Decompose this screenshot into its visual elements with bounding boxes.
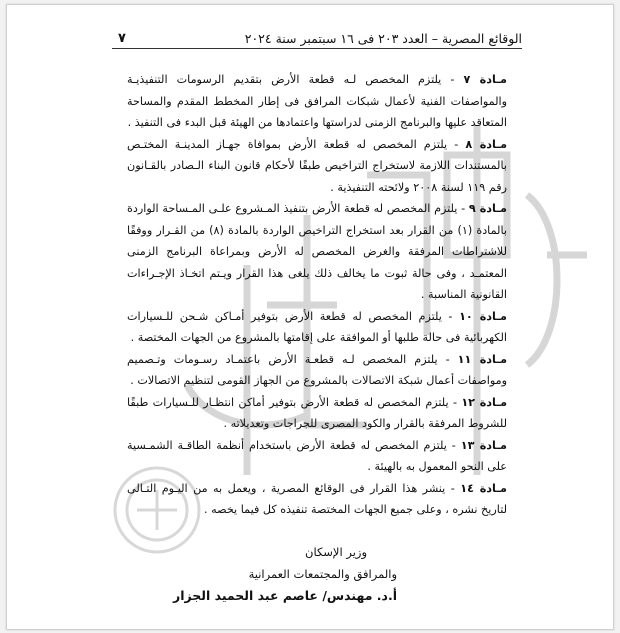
article-13 [127, 435, 507, 478]
signature-name: أ.د. مهندس/ عاصم عبد الحميد الجزار [173, 588, 397, 603]
article-7 [127, 69, 507, 134]
signature-title-line2: والمرافق والمجتمعات العمرانية [248, 567, 397, 581]
article-text: - يلتزم المخصص لـه قطعة الأرض بتقديم الرسومات التنفيذيـة والمواصفات الفنية لأعمال شبكات المرافق فى إطار المخطط المقدم والمساحة المتعاقد عليها والبرنامج الزمنى لدراستها واعتمادها من الهيئة قبل البدء فى التنفيذ . [127, 73, 507, 129]
articles-body [127, 69, 507, 521]
article-11 [127, 349, 507, 392]
article-10 [127, 306, 507, 349]
article-label: مـادة ١٤ [460, 481, 507, 495]
page-header [112, 31, 522, 49]
page-number: ٧ [118, 31, 126, 46]
article-text: - يلتزم المخصص له قطعة الأرض بتوفير أمـاكن شـحن للـسيارات الكهربائية فى حالة طلبها أو الموافقة على إقامتها بالمشروع من الجهات المختصة . [127, 309, 507, 344]
signature-block [127, 541, 397, 607]
article-text: - يلتزم المخصص له قطعة الأرض باستخدام أنظمة الطاقـة الشمـسية على النحو المعمول به بالهيئة . [127, 438, 507, 473]
signature-title-line1: وزير الإسكان [305, 545, 367, 559]
article-8 [127, 134, 507, 199]
article-text: - ينشر هذا القرار فى الوقائع المصرية ، ويعمل به من اليـوم التـالى لتاريخ نشره ، وعلى جميع الجهات المختصة تنفيذه كل فيما يخصه . [127, 481, 507, 516]
article-9 [127, 198, 507, 306]
article-label: مـادة ٧ [463, 73, 507, 86]
header-text: الوقائع المصرية – العدد ٢٠٣ فى ١٦ سبتمبر سنة ٢٠٢٤ [244, 31, 522, 46]
article-12 [127, 392, 507, 435]
article-label: مـادة ٨ [465, 137, 507, 151]
article-label: مـادة ١١ [457, 352, 507, 366]
article-label: مـادة ١٢ [461, 395, 507, 409]
article-label: مـادة ١٣ [460, 438, 507, 452]
article-text: - يلتزم المخصص لـه قطعـة الأرض باعتمـاد رسـومات وتـصميم ومواصفات أعمال شبكة الاتصالات بالمشروع من الجهاز القومى لتنظيم الاتصالات . [127, 352, 507, 387]
article-text: - يلتزم المخصص له قطعة الأرض بتوفير أماكن انتظـار للـسيارات طبقًا للشروط المرفقة بالقرار والكود المصرى للجراجات وتعديلاته . [127, 395, 507, 430]
article-text: - يلتزم المخصص له قطعة الأرض بتنفيذ المـشروع علـى المـساحة الواردة بالمادة (١) من القرار بعد استخراج التراخيص الواردة بالمادة (٨) من القـرار ووفقًا للاشتراطات المرفقة والغرض المخصص له الأرض وبمراعاة البرنامج الزمنى المعتمـد ، وفى حالة ثبوت ما يخالف ذلك يلغى هذا القرار ويـتم اتخـاذ الإجـراءات القانونية المناسبة . [127, 202, 507, 301]
article-text: - يلتزم المخصص له قطعة الأرض بموافاة جهـاز المدينـة المختـص بالمستندات اللازمة لاستخراج التراخيص طبقًا لأحكام قانون البناء الـصادر بالقـانون رقم ١١٩ لسنة ٢٠٠٨ ولائحته التنفيذية . [127, 137, 507, 194]
document-page [6, 4, 614, 630]
article-14 [127, 478, 507, 521]
article-label: مـادة ٩ [468, 202, 507, 215]
article-label: مـادة ١٠ [459, 309, 507, 323]
